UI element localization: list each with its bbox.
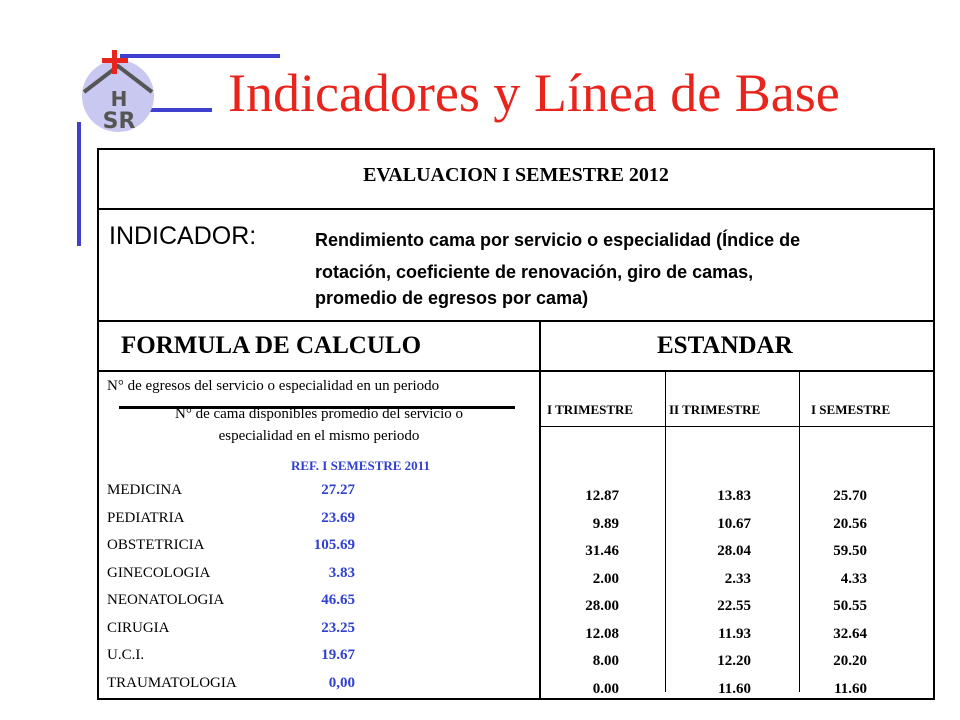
service-s1-value: 20.56 [833,515,867,532]
service-s1-value: 25.70 [833,488,867,504]
indicator-table [97,148,935,700]
divider [99,208,933,210]
period-separator [799,372,800,692]
hospital-logo [78,48,160,138]
service-name: TRAUMATOLOGIA [107,674,237,691]
service-q2-value: 10.67 [717,515,751,532]
service-name: CIRUGIA [107,619,170,636]
estandar-header: ESTANDAR [657,332,793,359]
service-q1-value: 31.46 [585,543,619,559]
service-ref-value: 23.69 [321,509,355,526]
reference-label: REF. I SEMESTRE 2011 [291,458,430,473]
formula-header: FORMULA DE CALCULO [121,332,422,359]
period-header-s1: I SEMESTRE [811,402,891,417]
evaluation-header: EVALUACION I SEMESTRE 2012 [363,164,669,186]
indicator-label: INDICADOR: [109,222,257,250]
period-divider [539,426,933,427]
service-q1-value: 28.00 [585,598,619,614]
indicator-text-line: promedio de egresos por cama) [315,288,589,308]
service-q2-value: 11.60 [718,680,751,697]
decor-line-left [77,122,81,246]
service-ref-value: 23.25 [321,619,355,636]
service-q2-value: 11.93 [718,625,751,642]
service-s1-value: 59.50 [833,543,867,559]
service-s1-value: 11.60 [834,680,867,697]
indicator-text-line: rotación, coeficiente de renovación, giro de camas, [315,262,754,282]
service-s1-value: 32.64 [833,625,867,642]
service-q1-value: 0.00 [592,680,619,697]
service-name: PEDIATRIA [107,509,185,526]
service-q1-value: 9.89 [592,515,619,532]
column-separator [539,320,541,698]
service-s1-value: 20.20 [833,653,867,669]
service-q2-value: 13.83 [717,488,751,504]
service-name: NEONATOLOGIA [107,592,225,608]
service-q1-value: 12.87 [585,488,619,504]
service-s1-value: 4.33 [840,570,867,587]
service-q1-value: 8.00 [592,653,619,669]
service-name: GINECOLOGIA [107,564,211,581]
indicator-text-line: Rendimiento cama por servicio o especialidad (Índice de [315,230,801,250]
period-header-q1: I TRIMESTRE [547,402,634,417]
service-q1-value: 2.00 [592,570,619,587]
service-name: U.C.I. [107,647,145,663]
slide-title: Indicadores y Línea de Base [228,63,840,123]
service-ref-value: 3.83 [328,564,355,581]
service-q2-value: 22.55 [717,598,751,614]
divider [99,320,933,322]
service-q2-value: 12.20 [717,653,751,669]
service-ref-value: 19.67 [321,647,355,663]
service-ref-value: 46.65 [321,592,355,608]
service-name: OBSTETRICIA [107,537,205,553]
divider [99,370,933,372]
logo-letters-top: H [110,87,128,111]
formula-denominator-line: N° de cama disponibles promedio del servicio o [174,406,463,422]
service-s1-value: 50.55 [833,598,867,614]
service-name: MEDICINA [107,482,182,498]
period-separator [665,372,666,692]
formula-denominator-line: especialidad en el mismo periodo [218,428,420,444]
period-header-q2: II TRIMESTRE [669,402,761,417]
formula-numerator: N° de egresos del servicio o especialidad en un periodo [107,378,440,394]
service-q1-value: 12.08 [585,625,619,642]
service-ref-value: 0,00 [328,674,355,691]
logo-letters-bottom: SR [102,109,136,134]
service-ref-value: 27.27 [321,482,355,498]
service-q2-value: 28.04 [717,543,751,559]
service-q2-value: 2.33 [724,570,751,587]
service-ref-value: 105.69 [313,537,355,553]
